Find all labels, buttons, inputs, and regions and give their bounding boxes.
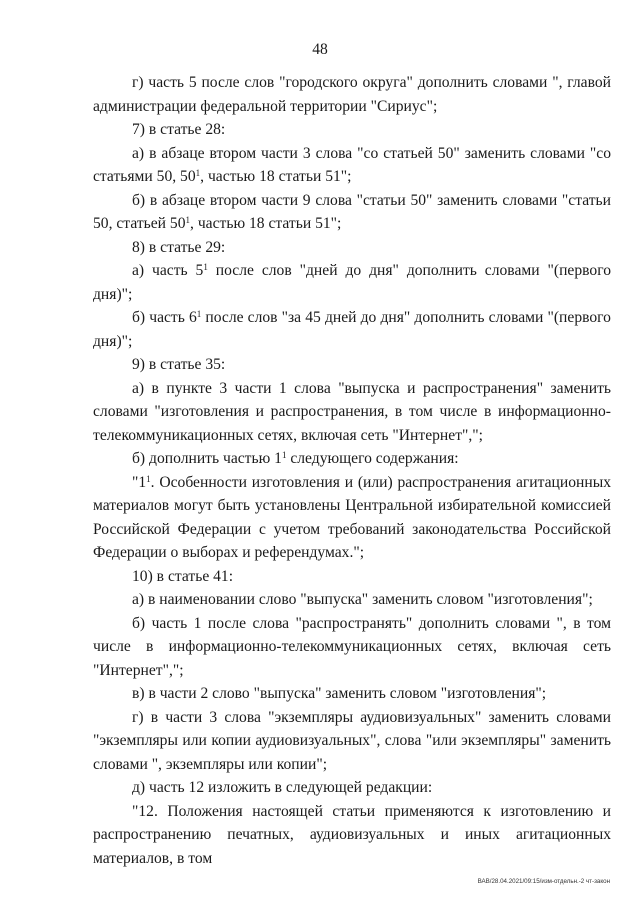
text-segment: б) дополнить частью 1 [132,450,282,467]
paragraph [93,682,611,706]
paragraph [93,377,611,448]
paragraph [93,800,611,871]
document-body [93,71,611,870]
text-segment: , частью 18 статьи 51"; [190,215,342,232]
text-segment: после слов "дней до дня" дополнить словами "(первого дня)"; [93,262,611,303]
text-segment: б) часть 1 после слова "распространять" дополнить словами ", в том числе в информационно-телекоммуникационных сетях, включая сеть "Интернет","; [93,614,611,679]
text-segment: следующего содержания: [286,450,459,467]
superscript: 1 [281,450,287,460]
text-segment: "12. Положения настоящей статьи применяются к изготовлению и распространению печатных, аудиовизуальных и иных агитационных материалов, в том [93,802,611,867]
text-segment: а) часть 5 [132,262,204,279]
text-segment: . Особенности изготовления и (или) распространения агитационных материалов могут быть установлены Центральной избирательной комиссией Российской Федерации с учетом требований законодательства Российской Федерации о выборах и референдумах."; [93,473,611,561]
footer-stamp: ВАВ/28.04.2021/09:15/изм-отдельн.-2 чт-закон [477,878,610,885]
superscript: 1 [146,473,151,484]
paragraph [93,612,611,683]
paragraph [93,588,611,612]
superscript: 1 [195,168,201,178]
paragraph [93,471,611,565]
paragraph [93,118,611,142]
superscript: 1 [196,309,202,319]
text-segment: а) в абзаце втором части 3 слова "со статьей 50" заменить словами "со статьями 50, 50 [93,144,611,185]
page-number: 48 [312,41,328,58]
text-segment: г) часть 5 после слов "городского округа" дополнить словами ", главой администрации федеральной территории "Сириус"; [93,74,611,115]
paragraph [93,447,611,471]
superscript: 1 [203,262,208,272]
paragraph [93,353,611,377]
paragraph [93,776,611,800]
text-segment: в) в части 2 слово "выпуска" заменить словом "изготовления"; [132,685,547,702]
text-segment: 8) в статье 29: [132,238,226,256]
paragraph [93,236,611,260]
text-segment: б) часть 6 [132,309,197,326]
text-segment: б) в абзаце втором части 9 слова "статьи 50" заменить словами "статьи 50, статьей 50 [93,191,611,232]
superscript: 1 [185,215,191,225]
paragraph [93,306,611,353]
paragraph [93,565,611,589]
text-segment: а) в наименовании слово "выпуска" заменить словом "изготовления"; [132,591,593,608]
text-segment: "1 [132,473,147,491]
paragraph [93,189,611,236]
text-segment: 7) в статье 28: [132,121,226,138]
text-segment: после слов "за 45 дней до дня" дополнить словами "(первого дня)"; [93,309,611,350]
text-segment: , частью 18 статьи 51"; [200,168,352,185]
text-segment: а) в пункте 3 части 1 слова "выпуска и распространения" заменить словами "изготовления и распространения, в том числе в информационно-телекоммуникационных сетях, включая сеть "Интернет","; [93,379,611,444]
paragraph [93,142,611,189]
text-segment: 10) в статье 41: [132,567,234,585]
text-segment: 9) в статье 35: [132,356,226,373]
text-segment: г) в части 3 слова "экземпляры аудиовизуальных" заменить словами "экземпляры или копии аудиовизуальных", слова "или экземпляры" заменить словами ", экземпляры или копии"; [93,708,611,773]
paragraph [93,259,611,306]
paragraph [93,706,611,777]
text-segment: д) часть 12 изложить в следующей редакции: [132,779,433,796]
paragraph [93,71,611,118]
